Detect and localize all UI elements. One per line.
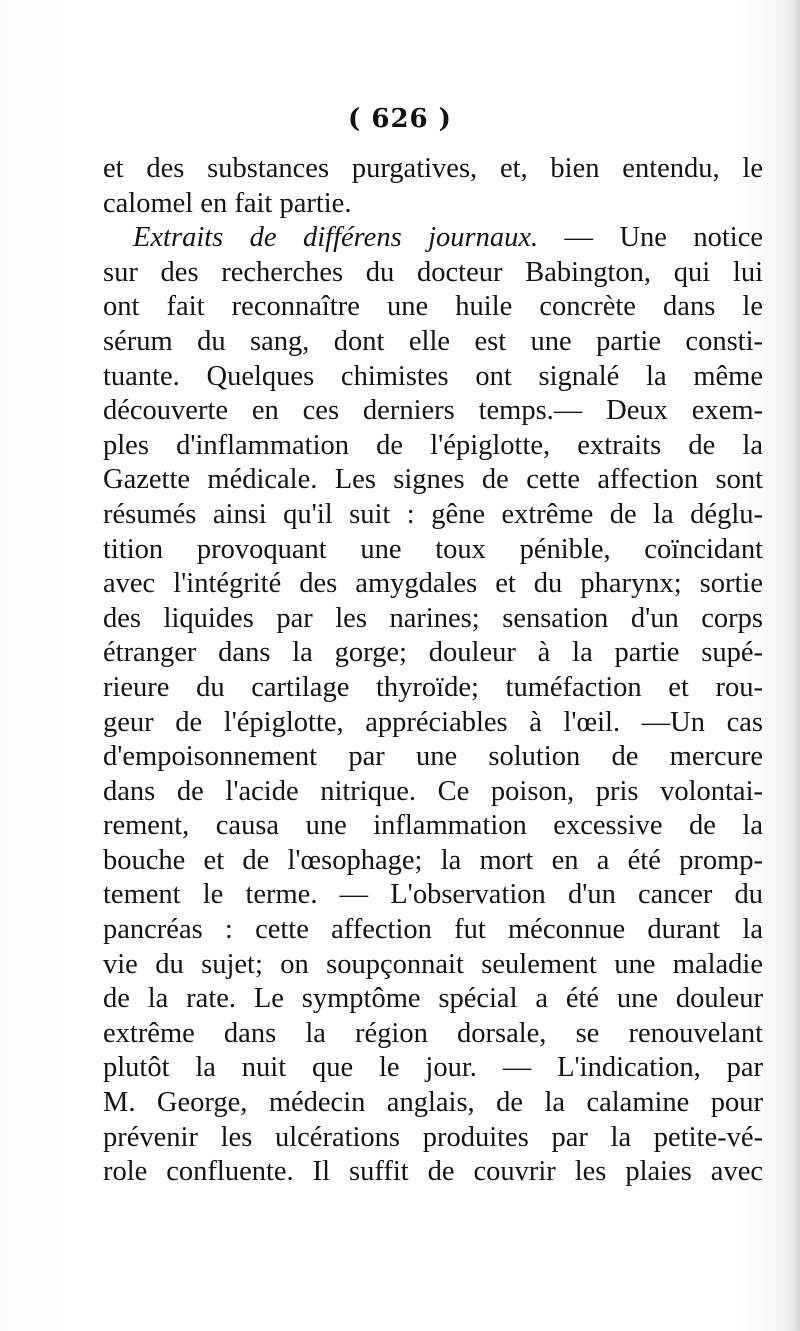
body-text (103, 152, 763, 1190)
text-line: rieure du cartilage thyroïde; tuméfaction et rou- (103, 671, 763, 703)
page-number: ( 626 ) (348, 104, 452, 134)
text-line: calomel en fait partie. (103, 187, 352, 219)
text-line: plutôt la nuit que le jour. — L'indication, par (103, 1052, 763, 1084)
text-line: pancréas : cette affection fut méconnue durant la (103, 914, 763, 946)
text-line: vie du sujet; on soupçonnait seulement une maladie (103, 948, 763, 980)
text-line: et des substances purgatives, et, bien entendu, le (103, 153, 763, 184)
text-line: tuante. Quelques chimistes ont signalé la même (103, 360, 763, 392)
section-title: Extraits de différens journaux. (133, 222, 539, 254)
text-line: ples d'inflammation de l'épiglotte, extraits de la (103, 429, 763, 461)
text-line: d'empoisonnement par une solution de mercure (103, 741, 763, 773)
text-line: prévenir les ulcérations produites par la petite-vé- (103, 1121, 763, 1153)
text-line: sur des recherches du docteur Babington, qui lui (103, 256, 763, 288)
text-line: geur de l'épiglotte, appréciables à l'œil. —Un cas (103, 706, 763, 738)
text-line: résumés ainsi qu'il suit : gêne extrême de la déglu- (103, 498, 763, 530)
text-fragment: — Une notice (538, 222, 764, 254)
text-line: bouche et de l'œsophage; la mort en a été promp- (103, 844, 763, 876)
text-line: de la rate. Le symptôme spécial a été une douleur (103, 983, 763, 1015)
page-edge-shadow (782, 0, 800, 1331)
text-line: découverte en ces derniers temps.— Deux exem- (103, 395, 763, 427)
text-line: avec l'intégrité des amygdales et du pharynx; sortie (103, 568, 763, 600)
text-line: tement le terme. — L'observation d'un cancer du (103, 879, 763, 911)
text-line: Gazette médicale. Les signes de cette affection sont (103, 464, 763, 496)
text-line: des liquides par les narines; sensation d'un corps (103, 602, 763, 634)
text-line: étranger dans la gorge; douleur à la partie supé- (103, 637, 763, 669)
section-heading-line (103, 221, 763, 256)
text-line: dans de l'acide nitrique. Ce poison, pris volontai- (103, 775, 763, 807)
text-line: role confluente. Il suffit de couvrir les plaies avec (103, 1156, 763, 1188)
text-line: sérum du sang, dont elle est une partie consti- (103, 325, 763, 357)
text-line: rement, causa une inflammation excessive de la (103, 810, 763, 842)
text-line: extrême dans la région dorsale, se renouvelant (103, 1017, 763, 1049)
text-line: M. George, médecin anglais, de la calamine pour (103, 1087, 763, 1119)
text-line: ont fait reconnaître une huile concrète dans le (103, 291, 763, 323)
text-line: tition provoquant une toux pénible, coïncidant (103, 533, 763, 565)
